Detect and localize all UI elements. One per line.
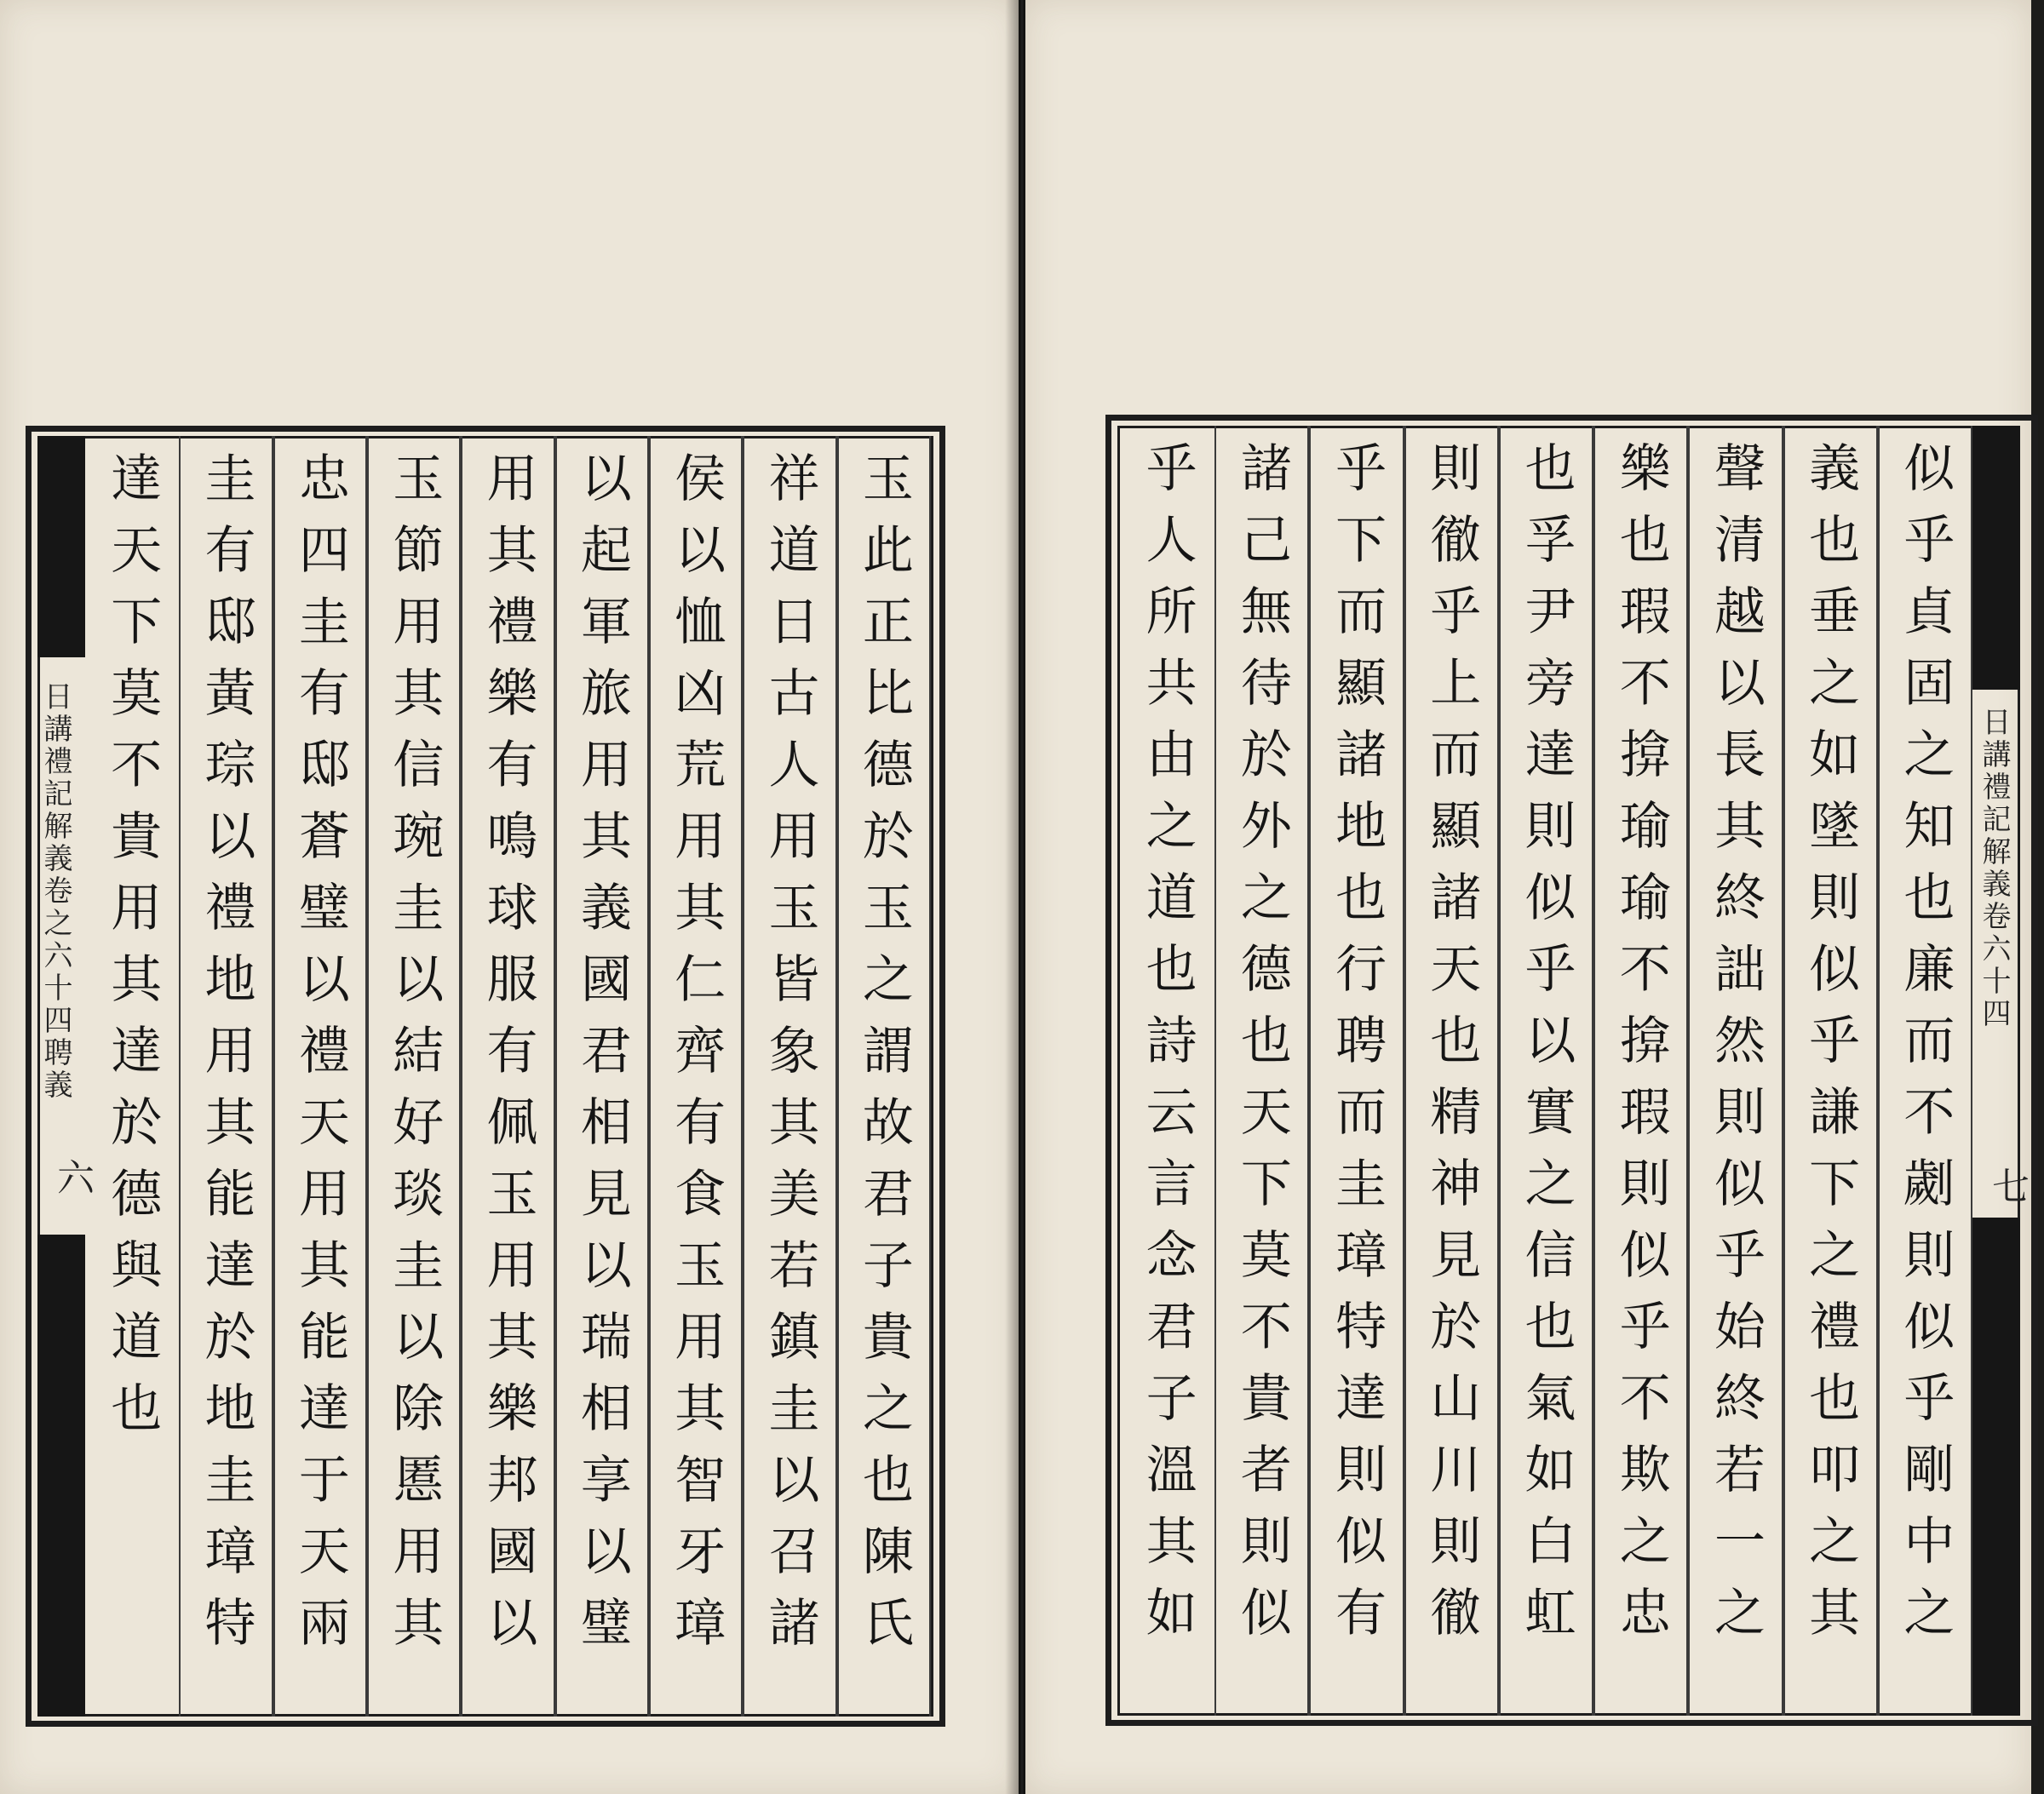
right-text-column	[1214, 426, 1309, 1716]
right-fishtail-top	[1972, 426, 2020, 690]
left-text-column	[555, 436, 649, 1717]
right-column-text: 乎人所共由之道也詩云言念君子溫其如	[1137, 441, 1197, 1657]
right-column-text: 義也垂之如墜則似乎謙下之禮也叩之其	[1800, 441, 1861, 1657]
left-column-text: 圭有邸黃琮以禮地用其能達於地圭璋特	[196, 451, 256, 1667]
left-column-text: 達天下莫不貴用其達於德與道也	[102, 451, 163, 1453]
left-margin-title: 日講禮記解義卷之六十四聘義	[38, 681, 72, 1102]
right-text-column	[1783, 426, 1878, 1716]
right-page	[1025, 0, 2031, 1794]
right-fishtail-bottom	[1972, 1218, 2020, 1716]
right-margin-title: 日講禮記解義卷六十四	[1977, 707, 2011, 1030]
right-column-text: 諸己無待於外之德也天下莫不貴者則似	[1232, 441, 1292, 1657]
left-text-column	[367, 436, 461, 1717]
left-text-column	[461, 436, 554, 1717]
right-text-column	[1688, 426, 1783, 1716]
right-text-column	[1404, 426, 1499, 1716]
left-column-text: 用其禮樂有鳴球服有佩玉用其樂邦國以	[478, 451, 538, 1667]
left-column-text: 以起軍旅用其義國君相見以瑞相享以璧	[571, 451, 632, 1667]
right-column-text: 乎下而顯諸地也行聘而圭璋特達則似有	[1327, 441, 1387, 1657]
left-text-column	[85, 436, 179, 1717]
left-page	[0, 0, 1019, 1794]
right-columns	[1120, 426, 1972, 1716]
right-column-text: 樂也瑕不揜瑜瑜不揜瑕則似乎不欺之忠	[1611, 441, 1671, 1657]
left-page-number: 六	[50, 1158, 94, 1195]
right-text-column	[1593, 426, 1688, 1716]
right-column-text: 也孚尹旁達則似乎以實之信也氣如白虹	[1516, 441, 1576, 1657]
left-text-column	[179, 436, 273, 1717]
left-column-text: 玉此正比德於玉之謂故君子貴之也陳氏	[853, 451, 914, 1667]
left-text-column	[273, 436, 367, 1717]
right-page-number: 七	[1985, 1166, 2029, 1204]
left-column-text: 侯以恤凶荒用其仁齊有食玉用其智牙璋	[666, 451, 726, 1667]
left-column-text: 忠四圭有邸蒼璧以禮天用其能達于天兩	[290, 451, 350, 1667]
left-fishtail-top	[37, 436, 85, 657]
left-text-column	[649, 436, 743, 1717]
right-column-text: 聲清越以長其終詘然則似乎始終若一之	[1705, 441, 1766, 1657]
left-column-text: 玉節用其信琬圭以結好琰圭以除慝用其	[384, 451, 445, 1667]
left-column-text: 祥道日古人用玉皆象其美若鎮圭以召諸	[760, 451, 820, 1667]
left-columns	[85, 436, 931, 1717]
left-fishtail-bottom	[37, 1235, 85, 1717]
left-text-column	[837, 436, 931, 1717]
right-column-text: 似乎貞固之知也廉而不劌則似乎剛中之	[1895, 441, 1955, 1657]
right-text-column	[1120, 426, 1214, 1716]
left-text-column	[743, 436, 836, 1717]
right-column-text: 則徹乎上而顯諸天也精神見於山川則徹	[1421, 441, 1482, 1657]
right-text-column	[1878, 426, 1972, 1716]
right-text-column	[1499, 426, 1593, 1716]
right-text-column	[1309, 426, 1404, 1716]
